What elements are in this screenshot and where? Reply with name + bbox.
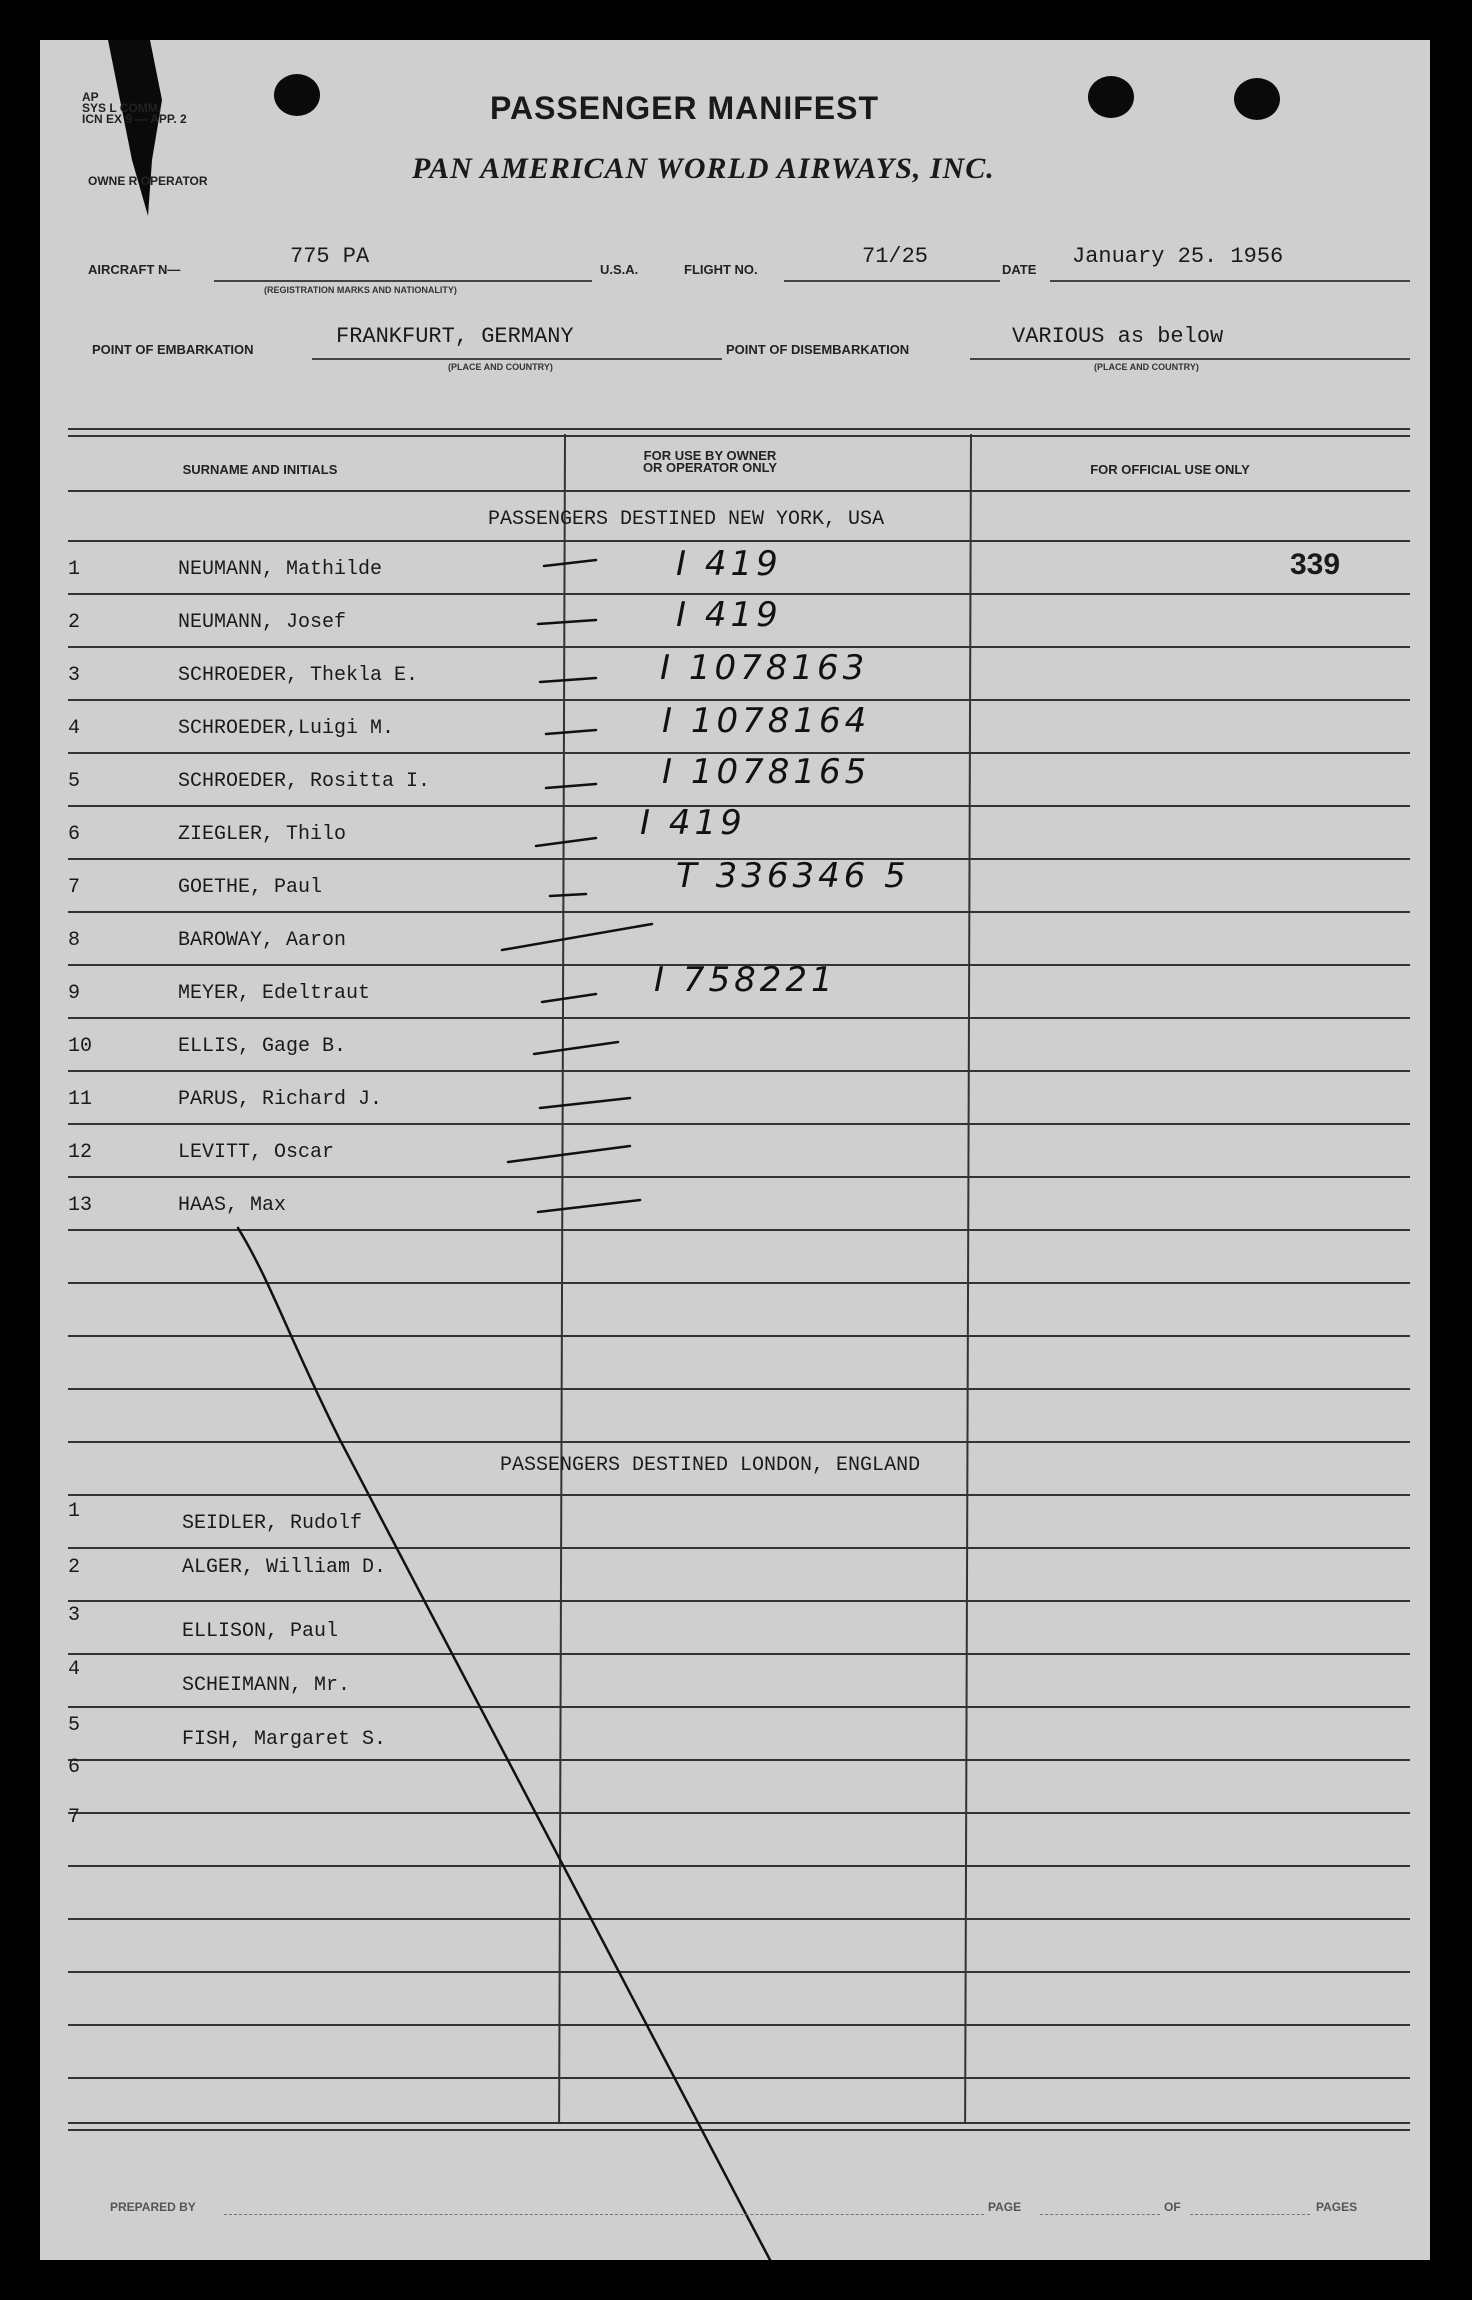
owner-handwritten-entry: I 419 (640, 803, 746, 843)
row-number: 11 (68, 1088, 93, 1111)
date-label: DATE (1002, 262, 1037, 277)
row-number: 7 (68, 1806, 81, 1829)
form-ref-line2: SYS L COMM. (82, 101, 162, 115)
row-number: 10 (68, 1035, 93, 1058)
aircraft-label: AIRCRAFT N— (88, 262, 181, 277)
section-heading-new-york: PASSENGERS DESTINED NEW YORK, USA (488, 508, 885, 531)
col-header-official: FOR OFFICIAL USE ONLY (1090, 462, 1250, 477)
flight-label: FLIGHT NO. (684, 262, 758, 277)
passenger-name: ELLISON, Paul (182, 1620, 339, 1643)
page-label: PAGE (988, 2200, 1022, 2214)
row-number: 2 (68, 1556, 81, 1579)
passenger-name: FISH, Margaret S. (182, 1728, 387, 1751)
section-heading-london: PASSENGERS DESTINED LONDON, ENGLAND (500, 1454, 921, 1477)
manifest-sheet (40, 40, 1430, 2260)
passenger-name: MEYER, Edeltraut (178, 982, 371, 1005)
row-number: 4 (68, 1658, 81, 1681)
flight-value: 71/25 (862, 244, 929, 269)
passenger-name: NEUMANN, Josef (178, 611, 347, 634)
owner-handwritten-entry: I 1078164 (662, 701, 871, 741)
embarkation-sublabel: (PLACE AND COUNTRY) (448, 362, 553, 372)
owner-handwritten-entry: I 419 (676, 595, 782, 635)
disembarkation-value: VARIOUS as below (1012, 324, 1224, 349)
row-number: 1 (68, 1500, 81, 1523)
embarkation-label: POINT OF EMBARKATION (92, 342, 254, 357)
passenger-name: GOETHE, Paul (178, 876, 323, 899)
col-header-owner-line1: FOR USE BY OWNER (643, 448, 777, 463)
passenger-name: NEUMANN, Mathilde (178, 558, 383, 581)
passenger-name: SCHEIMANN, Mr. (182, 1674, 351, 1697)
of-underline (1190, 2214, 1310, 2215)
owner-handwritten-entry: I 1078163 (660, 648, 869, 688)
row-number: 3 (68, 664, 81, 687)
row-number: 6 (68, 823, 81, 846)
row-number: 8 (68, 929, 81, 952)
form-ref-line3: ICN EX 9 — APP. 2 (82, 112, 187, 126)
embarkation-value: FRANKFURT, GERMANY (336, 324, 574, 349)
row-number: 6 (68, 1756, 81, 1779)
date-value: January 25. 1956 (1072, 244, 1284, 269)
passenger-name: BAROWAY, Aaron (178, 929, 347, 952)
disembarkation-label: POINT OF DISEMBARKATION (726, 342, 910, 357)
row-number: 9 (68, 982, 81, 1005)
row-number: 7 (68, 876, 81, 899)
passenger-name: ALGER, William D. (182, 1556, 387, 1579)
pages-label: PAGES (1316, 2200, 1358, 2214)
owner-handwritten-entry: T 336346 5 (676, 856, 910, 896)
form-ref-line1: AP (82, 90, 99, 104)
passenger-name: LEVITT, Oscar (178, 1141, 335, 1164)
row-number: 12 (68, 1141, 93, 1164)
handwritten-marks (40, 40, 1430, 2260)
passenger-name: PARUS, Richard J. (178, 1088, 383, 1111)
official-use-number: 339 (1290, 548, 1341, 581)
of-label: OF (1164, 2200, 1181, 2214)
owner-operator-label: OWNE R OPERATOR (88, 174, 208, 188)
passenger-name: ELLIS, Gage B. (178, 1035, 347, 1058)
row-number: 13 (68, 1194, 93, 1217)
page-underline (1040, 2214, 1160, 2215)
passenger-name: SCHROEDER, Thekla E. (178, 664, 419, 687)
usa-label: U.S.A. (600, 262, 639, 277)
row-number: 5 (68, 770, 81, 793)
passenger-name: HAAS, Max (178, 1194, 287, 1217)
airline-name: PAN AMERICAN WORLD AIRWAYS, INC. (412, 152, 995, 185)
passenger-name: ZIEGLER, Thilo (178, 823, 347, 846)
col-header-surname: SURNAME AND INITIALS (182, 462, 338, 477)
row-number: 2 (68, 611, 81, 634)
aircraft-sublabel: (REGISTRATION MARKS AND NATIONALITY) (264, 285, 457, 295)
row-number: 3 (68, 1604, 81, 1627)
disembarkation-sublabel: (PLACE AND COUNTRY) (1094, 362, 1199, 372)
passenger-name: SCHROEDER,Luigi M. (178, 717, 395, 740)
row-number: 4 (68, 717, 81, 740)
col-header-owner-line2: OR OPERATOR ONLY (642, 460, 778, 475)
passenger-name: SCHROEDER, Rositta I. (178, 770, 431, 793)
prepared-by-label: PREPARED BY (110, 2200, 196, 2214)
owner-handwritten-entry: I 419 (676, 544, 782, 584)
owner-handwritten-entry: I 1078165 (662, 752, 871, 792)
owner-handwritten-entry: I 758221 (654, 960, 837, 1000)
passenger-name: SEIDLER, Rudolf (182, 1512, 363, 1535)
row-number: 1 (68, 558, 81, 581)
prepared-by-underline (224, 2214, 984, 2215)
row-number: 5 (68, 1714, 81, 1737)
aircraft-value: 775 PA (290, 244, 370, 269)
page-title: PASSENGER MANIFEST (490, 90, 879, 126)
